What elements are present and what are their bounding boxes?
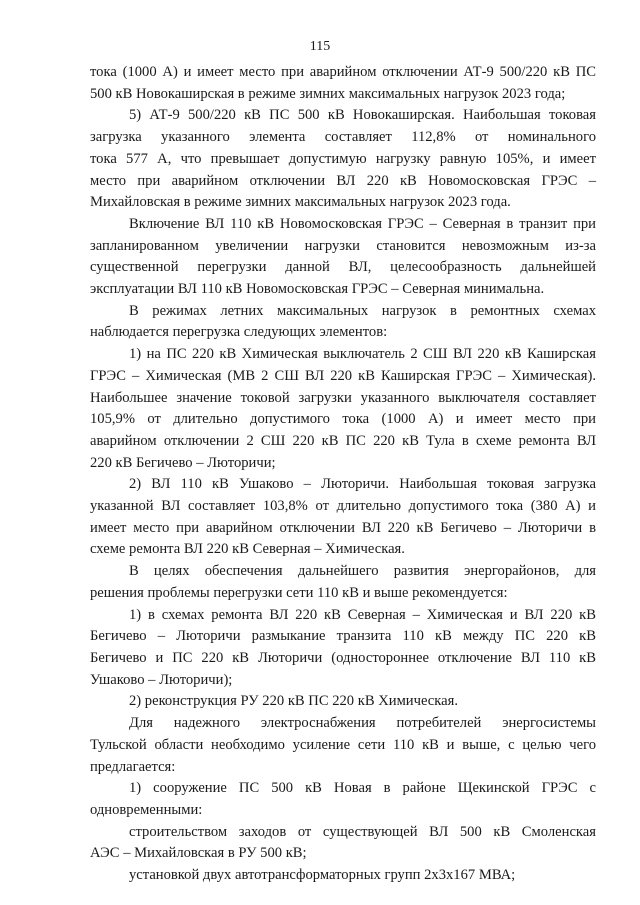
text-line: 220 кВ Бегичево – Люторичи;	[90, 454, 276, 471]
text-line: 105,9% от длительно допустимого тока (1000 А) и имеет место при	[90, 411, 596, 428]
text-line: имеет место при аварийном отключении ВЛ 220 кВ Бегичево – Люторичи в	[90, 519, 596, 536]
text-line: 1) на ПС 220 кВ Химическая выключатель 2 СШ ВЛ 220 кВ Каширская	[129, 346, 596, 363]
text-line: предлагается:	[90, 758, 176, 775]
text-line: указанной ВЛ составляет 103,8% от длительно допустимого тока (380 А) и	[90, 498, 596, 515]
text-line: эксплуатации ВЛ 110 кВ Новомосковская ГРЭС – Северная минимальна.	[90, 281, 545, 298]
text-line: решения проблемы перегрузки сети 110 кВ и выше рекомендуется:	[90, 584, 508, 601]
text-line: загрузка указанного элемента составляет 112,8% от номинального	[90, 129, 596, 146]
text-line: тока (1000 А) и имеет место при аварийном отключении АТ-9 500/220 кВ ПС	[90, 64, 596, 80]
page-number: 115	[309, 39, 331, 54]
text-line: Бегичево и ПС 220 кВ Люторичи (одностороннее отключение ВЛ 110 кВ	[90, 649, 596, 666]
text-line: Тульской области необходимо усиление сети 110 кВ и выше, с целью чего	[90, 736, 596, 753]
text-line: Михайловская в режиме зимних максимальных нагрузок 2023 года.	[90, 194, 511, 211]
document-body	[90, 62, 596, 887]
text-line: Включение ВЛ 110 кВ Новомосковская ГРЭС – Северная в транзит при	[129, 215, 596, 232]
text-line: место при аварийном отключении ВЛ 220 кВ Новомосковская ГРЭС –	[90, 172, 596, 189]
text-line: Наибольшее значение токовой загрузки указанного выключателя составляет	[90, 389, 596, 406]
text-line: тока 577 А, что превышает допустимую нагрузку равную 105%, и имеет	[90, 150, 596, 167]
text-line: 2) ВЛ 110 кВ Ушаково – Люторичи. Наибольшая токовая загрузка	[129, 476, 596, 493]
text-line: схеме ремонта ВЛ 220 кВ Северная – Химическая.	[90, 541, 405, 558]
text-line: В режимах летних максимальных нагрузок в ремонтных схемах	[129, 302, 596, 319]
text-line: установкой двух автотрансформаторных групп 2х3х167 МВА;	[129, 867, 516, 884]
text-line: одновременными:	[90, 801, 203, 818]
text-line: 2) реконструкция РУ 220 кВ ПС 220 кВ Химическая.	[129, 693, 458, 710]
text-line: 500 кВ Новокаширская в режиме зимних максимальных нагрузок 2023 года;	[90, 85, 566, 102]
text-line: существенной перегрузки данной ВЛ, целесообразность дальнейшей	[90, 259, 596, 276]
text-line: Ушаково – Люторичи);	[90, 671, 233, 688]
text-line: Бегичево – Люторичи размыкание транзита 110 кВ между ПС 220 кВ	[90, 628, 596, 645]
text-line: 1) сооружение ПС 500 кВ Новая в районе Щекинской ГРЭС с	[129, 780, 596, 797]
text-line: запланированном увеличении нагрузки становится невозможным из-за	[90, 237, 596, 254]
text-line: 1) в схемах ремонта ВЛ 220 кВ Северная – Химическая и ВЛ 220 кВ	[129, 606, 596, 623]
text-line: 5) АТ-9 500/220 кВ ПС 500 кВ Новокаширская. Наибольшая токовая	[129, 107, 596, 124]
text-line: АЭС – Михайловская в РУ 500 кВ;	[90, 845, 307, 862]
text-line: ГРЭС – Химическая (МВ 2 СШ ВЛ 220 кВ Каширская ГРЭС – Химическая).	[90, 367, 596, 384]
text-line: строительством заходов от существующей ВЛ 500 кВ Смоленская	[129, 823, 596, 840]
text-line: Для надежного электроснабжения потребителей энергосистемы	[129, 715, 596, 732]
text-line: В целях обеспечения дальнейшего развития энергорайонов, для	[129, 563, 596, 580]
text-line: наблюдается перегрузка следующих элементов:	[90, 324, 388, 341]
text-line: аварийном отключении 2 СШ 220 кВ ПС 220 кВ Тула в схеме ремонта ВЛ	[90, 432, 596, 449]
